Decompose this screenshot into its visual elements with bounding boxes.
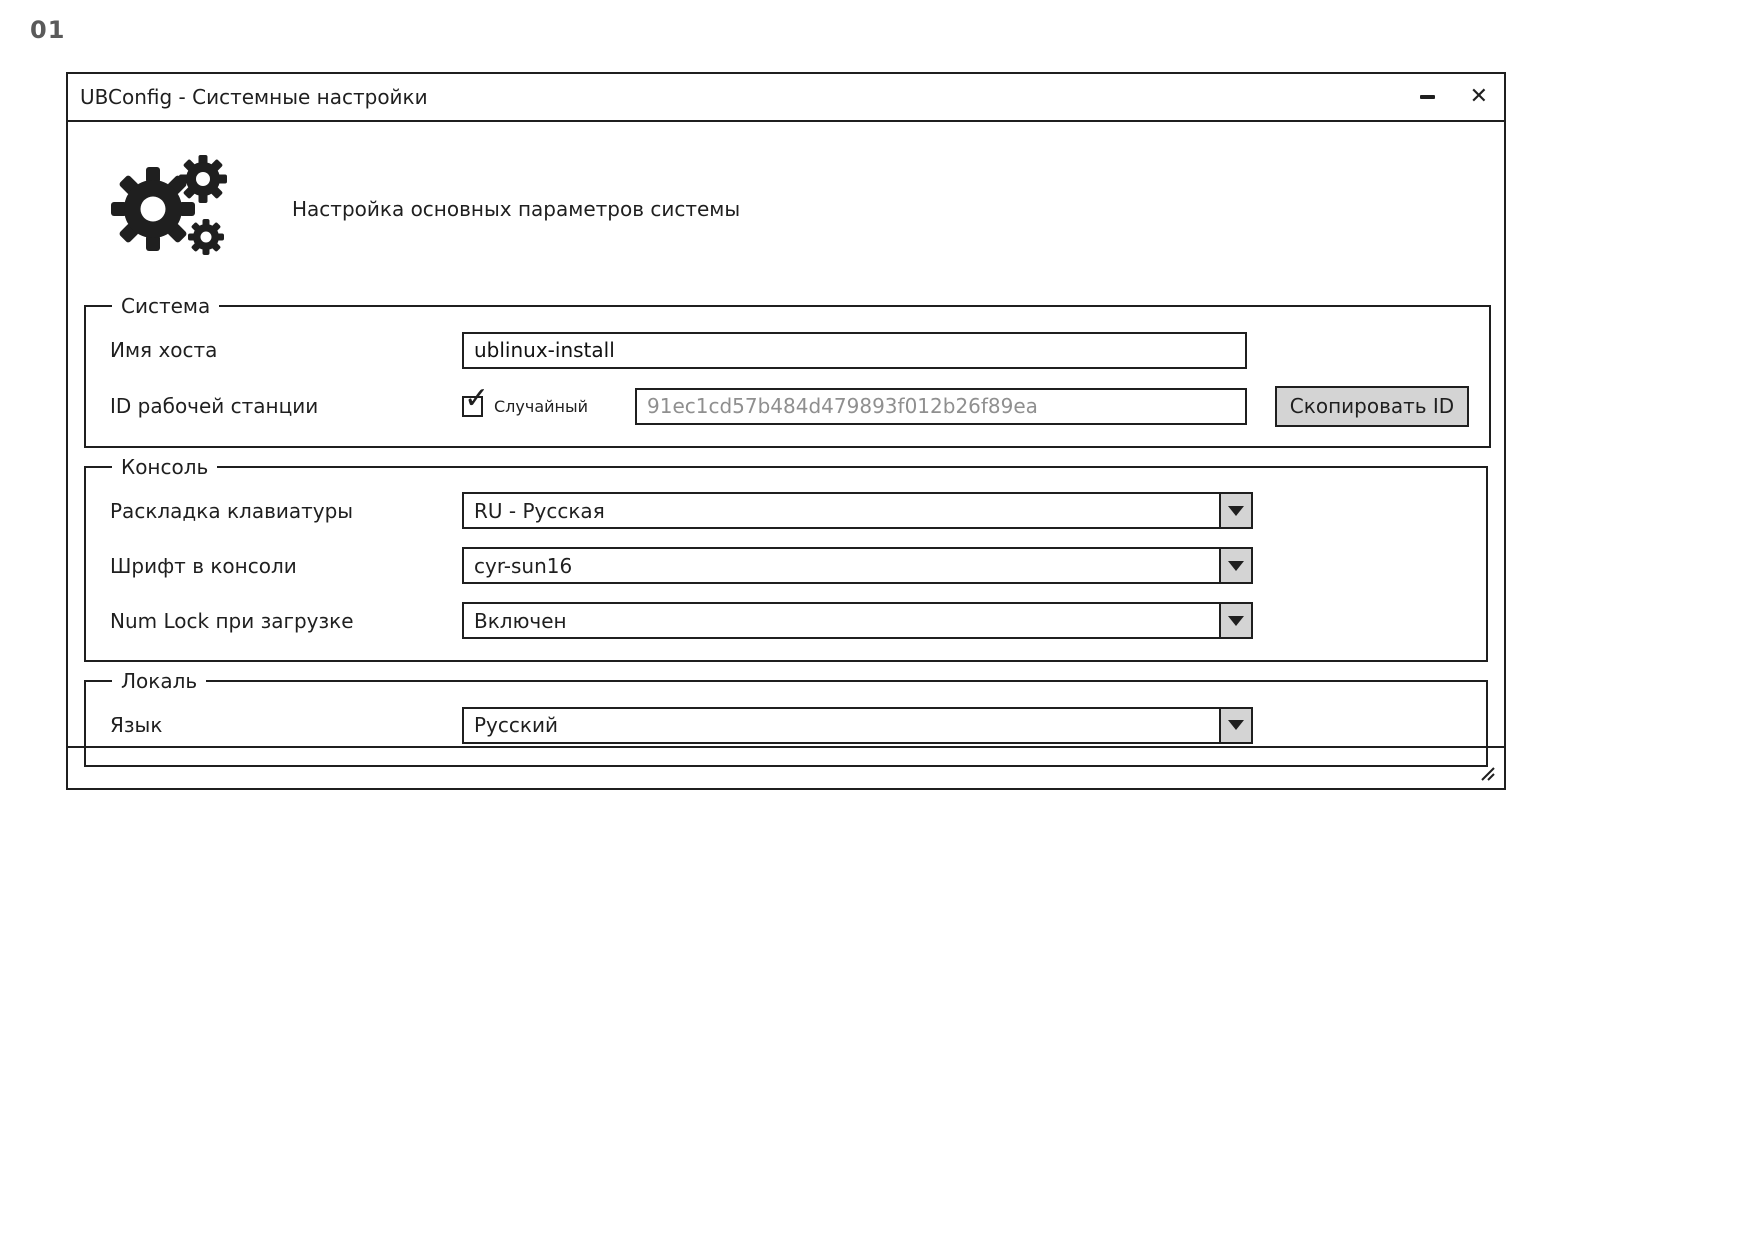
numlock-value: Включен <box>474 608 567 633</box>
window-description: Настройка основных параметров системы <box>292 197 741 221</box>
minimize-icon <box>1420 95 1435 99</box>
window-content <box>68 148 1504 767</box>
chevron-down-icon[interactable] <box>1219 604 1251 637</box>
console-font-value: cyr-sun16 <box>474 553 573 578</box>
figure-label: 01 <box>30 16 66 44</box>
workstation-id-field <box>462 380 1469 427</box>
titlebar <box>68 74 1504 122</box>
section-system-legend: Система <box>121 294 211 318</box>
section-console <box>84 455 1488 662</box>
ubconfig-window <box>66 72 1506 790</box>
statusbar <box>68 746 1504 788</box>
close-button[interactable]: ✕ <box>1469 84 1488 109</box>
hostname-row <box>110 322 1469 378</box>
chevron-down-icon[interactable] <box>1219 549 1251 582</box>
console-font-row <box>110 538 1466 593</box>
numlock-row <box>110 593 1466 648</box>
window-controls <box>1418 86 1488 108</box>
workstation-id-label: ID рабочей станции <box>110 394 319 418</box>
gears-icon <box>108 149 238 269</box>
workstation-id-input[interactable] <box>635 388 1247 425</box>
language-value: Русский <box>474 713 558 737</box>
chevron-down-icon[interactable] <box>1219 494 1251 527</box>
chevron-down-icon[interactable] <box>1219 709 1251 742</box>
hostname-label: Имя хоста <box>110 338 218 362</box>
console-font-label: Шрифт в консоли <box>110 553 297 578</box>
checkbox-box[interactable] <box>462 380 490 417</box>
resize-grip-icon[interactable] <box>1476 762 1496 782</box>
section-locale-legend: Локаль <box>121 669 198 693</box>
keyboard-layout-value: RU - Русская <box>474 498 605 523</box>
keyboard-layout-row <box>110 483 1466 538</box>
language-row <box>110 697 1466 753</box>
checkmark-icon: ✓ <box>464 380 490 416</box>
random-checkbox-label: Случайный <box>494 396 589 416</box>
window-title: UBConfig - Системные настройки <box>80 85 428 109</box>
language-label: Язык <box>110 713 163 737</box>
keyboard-layout-select[interactable] <box>462 492 1253 529</box>
minimize-button[interactable] <box>1418 87 1438 107</box>
keyboard-layout-label: Раскладка клавиатуры <box>110 498 354 523</box>
numlock-select[interactable] <box>462 602 1253 639</box>
workstation-id-row <box>110 378 1469 434</box>
random-checkbox[interactable] <box>462 380 635 417</box>
section-system <box>84 294 1491 448</box>
language-select[interactable] <box>462 707 1253 744</box>
console-font-select[interactable] <box>462 547 1253 584</box>
numlock-label: Num Lock при загрузке <box>110 608 354 633</box>
header-row <box>108 148 1488 270</box>
section-console-legend: Консоль <box>121 455 209 479</box>
hostname-input[interactable] <box>462 332 1247 369</box>
copy-id-button[interactable]: Скопировать ID <box>1275 386 1469 427</box>
